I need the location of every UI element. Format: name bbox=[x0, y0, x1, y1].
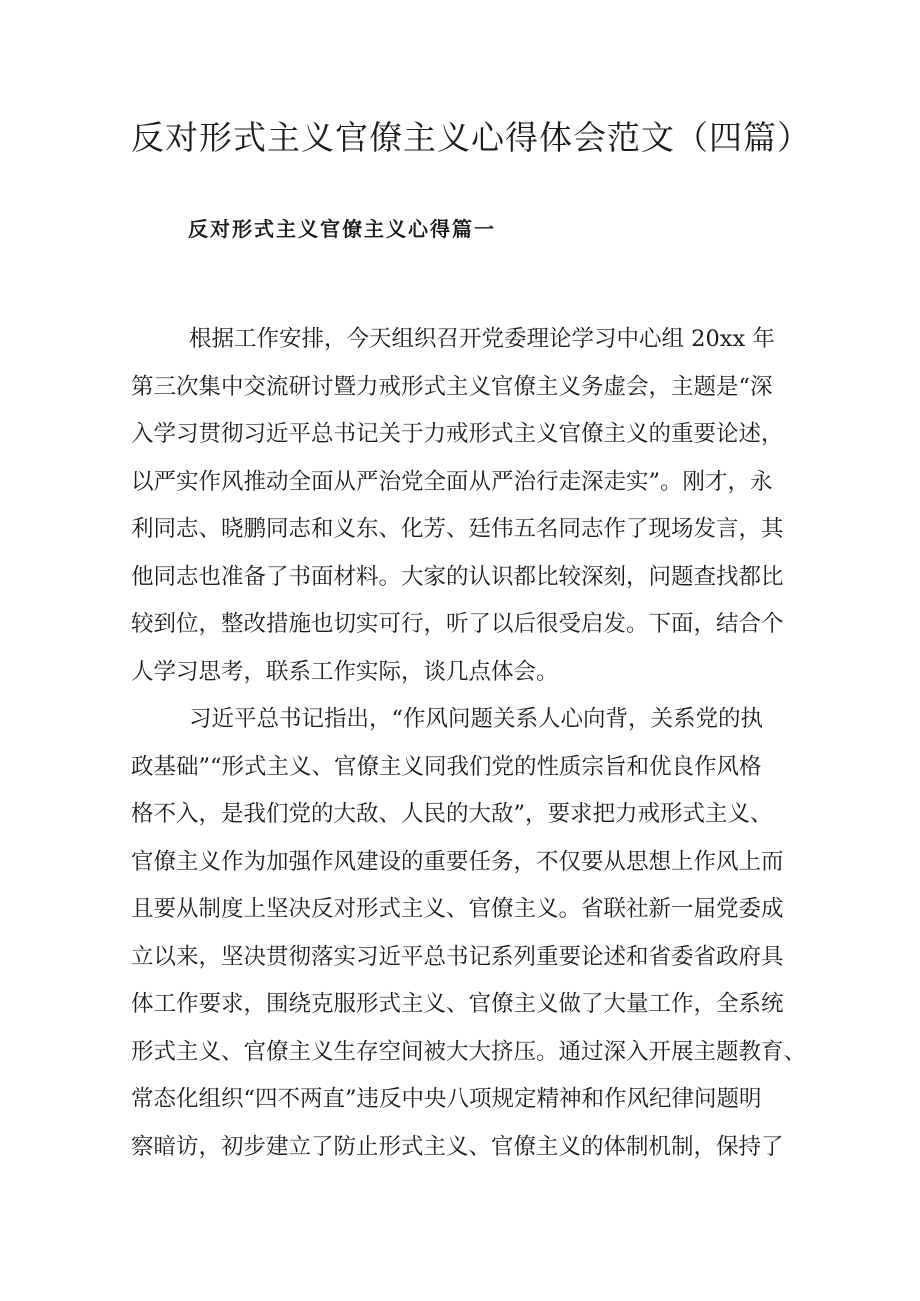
paragraph-line: 入学习贯彻习近平总书记关于力戒形式主义官僚主义的重要论述， bbox=[131, 421, 784, 447]
document-title: 反对形式主义官僚主义心得体会范文（四篇） bbox=[131, 118, 811, 157]
section-heading: 反对形式主义官僚主义心得篇一 bbox=[188, 217, 496, 241]
paragraph-1 bbox=[131, 316, 811, 696]
document-body bbox=[131, 316, 811, 1171]
paragraph-2 bbox=[131, 696, 811, 1171]
paragraph-line: 形式主义、官僚主义生存空间被大大挤压。通过深入开展主题教育、 bbox=[131, 1038, 807, 1065]
paragraph-line: 利同志、晓鹏同志和义东、化芳、廷伟五名同志作了现场发言，其 bbox=[131, 516, 784, 542]
paragraph-line: 且要从制度上坚决反对形式主义、官僚主义。省联社新一届党委成 bbox=[131, 896, 784, 922]
paragraph-line: 他同志也准备了书面材料。大家的认识都比较深刻，问题查找都比 bbox=[131, 563, 784, 590]
paragraph-line: 以严实作风推动全面从严治党全面从严治行走深走实”。刚才，永 bbox=[131, 468, 773, 495]
paragraph-line: 第三次集中交流研讨暨力戒形式主义官僚主义务虚会，主题是“深 bbox=[131, 373, 773, 400]
paragraph-line: 人学习思考，联系工作实际，谈几点体会。 bbox=[131, 658, 559, 685]
paragraph-line: 立以来，坚决贯彻落实习近平总书记系列重要论述和省委省政府具 bbox=[131, 943, 784, 970]
paragraph-line: 政基础”“形式主义、官僚主义同我们党的性质宗旨和优良作风格 bbox=[131, 753, 762, 780]
paragraph-line: 较到位，整改措施也切实可行，听了以后很受启发。下面，结合个 bbox=[131, 611, 784, 637]
paragraph-line: 体工作要求，围绕克服形式主义、官僚主义做了大量工作，全系统 bbox=[131, 991, 784, 1017]
paragraph-line: 常态化组织“四不两直”违反中央八项规定精神和作风纪律问题明 bbox=[131, 1086, 762, 1112]
paragraph-line: 察暗访，初步建立了防止形式主义、官僚主义的体制机制，保持了 bbox=[131, 1133, 784, 1160]
paragraph-line: 习近平总书记指出，“作风问题关系人心向背，关系党的执 bbox=[189, 706, 764, 732]
paragraph-line: 根据工作安排，今天组织召开党委理论学习中心组 20xx 年 bbox=[189, 326, 775, 352]
paragraph-line: 官僚主义作为加强作风建设的重要任务，不仅要从思想上作风上而 bbox=[131, 848, 784, 875]
paragraph-line: 格不入，是我们党的大敌、人民的大敌”，要求把力戒形式主义、 bbox=[131, 801, 773, 827]
